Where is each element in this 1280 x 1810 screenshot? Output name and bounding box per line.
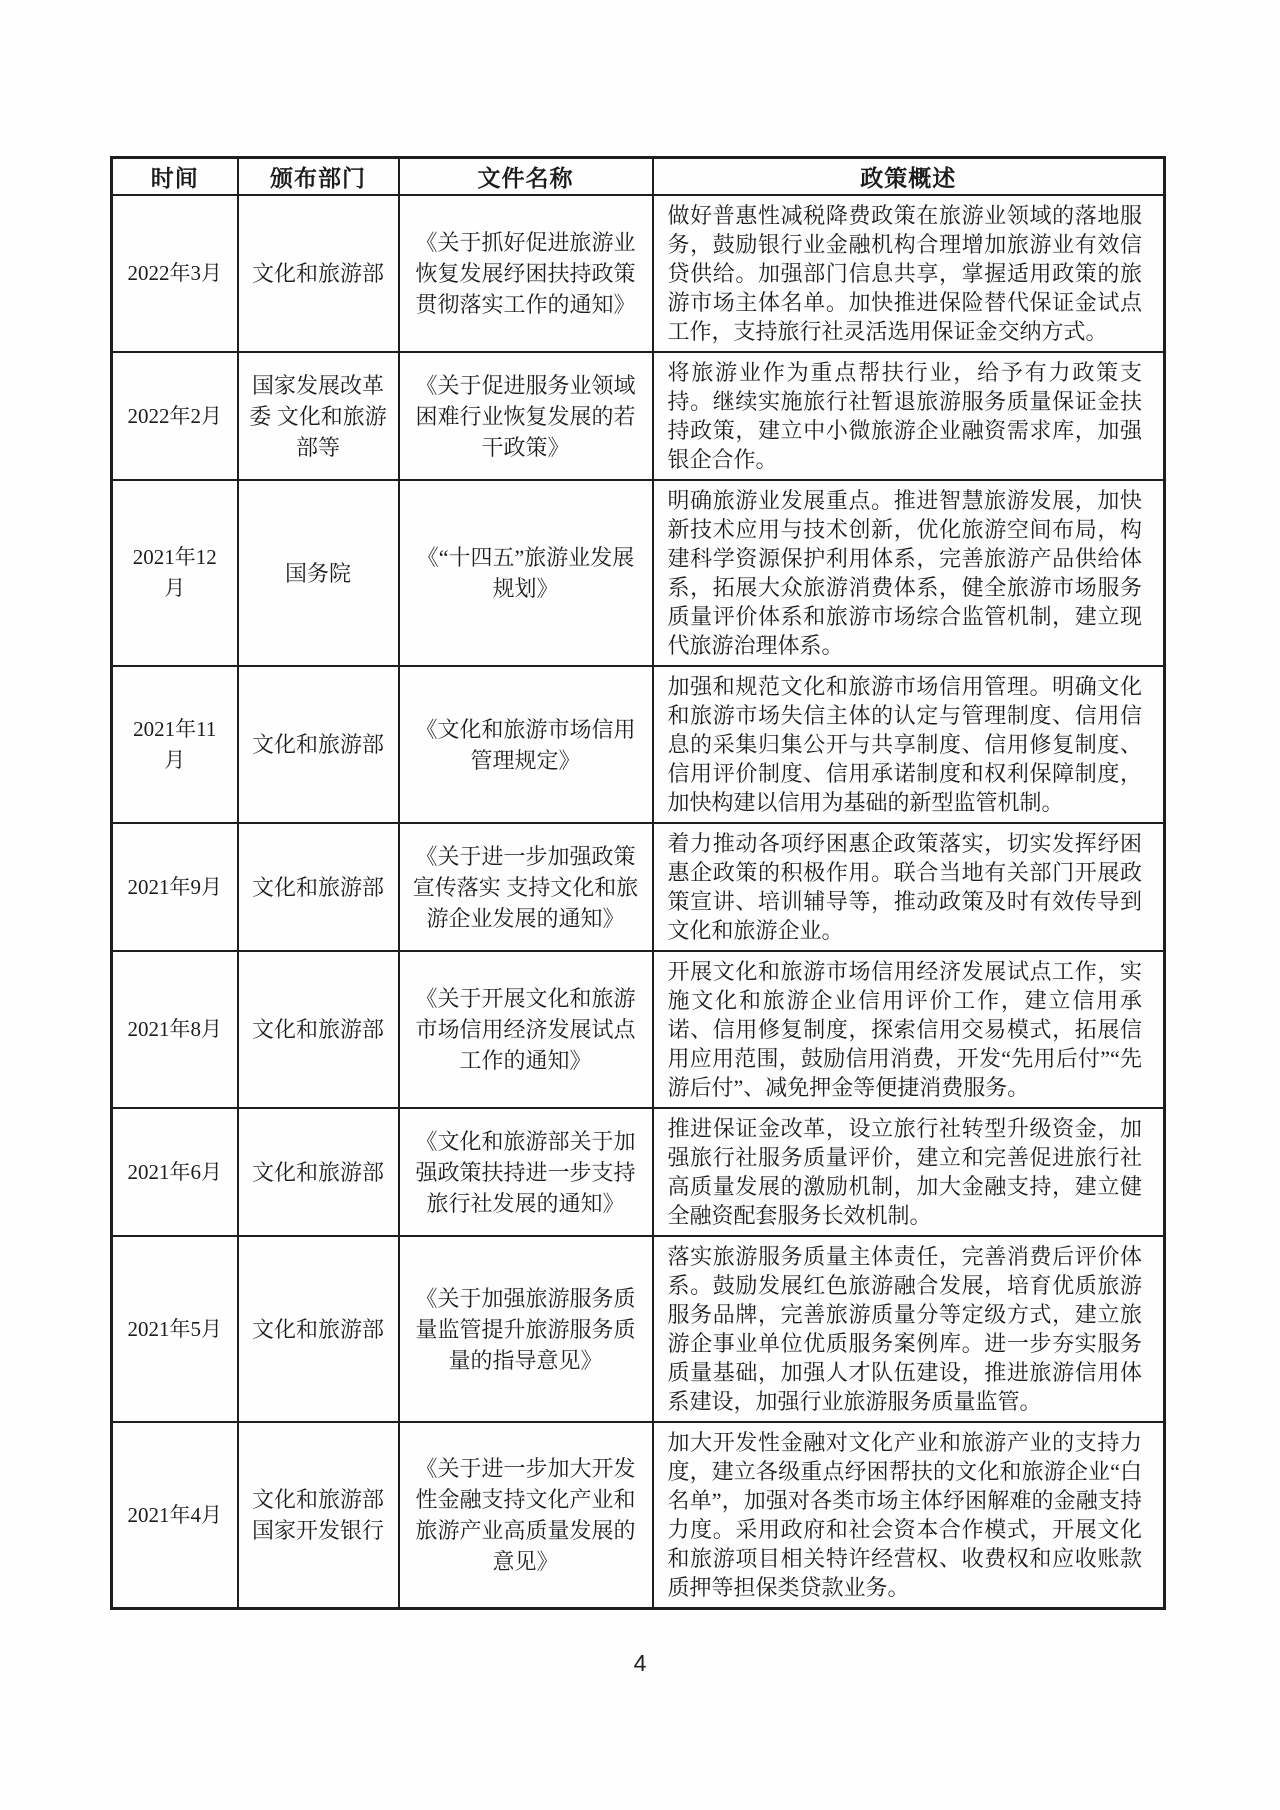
doc-name-cell: 《关于开展文化和旅游市场信用经济发展试点工作的通知》 xyxy=(399,951,653,1108)
dept-cell: 国家发展改革委 文化和旅游部等 xyxy=(238,352,399,480)
header-row xyxy=(112,158,1165,196)
table-row xyxy=(112,1422,1165,1609)
page-number: 4 xyxy=(633,1650,647,1676)
table-row xyxy=(112,666,1165,823)
policy-summary-cell: 做好普惠性减税降费政策在旅游业领域的落地服务，鼓励银行业金融机构合理增加旅游业有效信贷供给。加强部门信息共享，掌握适用政策的旅游市场主体名单。加快推进保险替代保证金试点工作，支持旅行社灵活选用保证金交纳方式。 xyxy=(653,195,1165,352)
time-cell: 2022年3月 xyxy=(112,195,238,352)
table-row xyxy=(112,352,1165,480)
policy-table-header xyxy=(112,158,1165,196)
doc-name-cell: 《关于促进服务业领域困难行业恢复发展的若干政策》 xyxy=(399,352,653,480)
time-cell: 2021年4月 xyxy=(112,1422,238,1609)
table-row xyxy=(112,951,1165,1108)
policy-summary-cell: 加强和规范文化和旅游市场信用管理。明确文化和旅游市场失信主体的认定与管理制度、信用信息的采集归集公开与共享制度、信用修复制度、信用评价制度、信用承诺制度和权利保障制度，加快构建以信用为基础的新型监管机制。 xyxy=(653,666,1165,823)
table-row xyxy=(112,1108,1165,1236)
policy-summary-cell: 明确旅游业发展重点。推进智慧旅游发展，加快新技术应用与技术创新，优化旅游空间布局，构建科学资源保护利用体系，完善旅游产品供给体系，拓展大众旅游消费体系，健全旅游市场服务质量评价体系和旅游市场综合监管机制，建立现代旅游治理体系。 xyxy=(653,480,1165,666)
doc-name-cell: 《文化和旅游部关于加强政策扶持进一步支持旅行社发展的通知》 xyxy=(399,1108,653,1236)
time-cell: 2021年12月 xyxy=(112,480,238,666)
table-row xyxy=(112,1236,1165,1422)
policy-table-body xyxy=(112,195,1165,1609)
time-cell: 2021年5月 xyxy=(112,1236,238,1422)
policy-summary-cell: 将旅游业作为重点帮扶行业，给予有力政策支持。继续实施旅行社暂退旅游服务质量保证金扶持政策，建立中小微旅游企业融资需求库，加强银企合作。 xyxy=(653,352,1165,480)
header-dept: 颁布部门 xyxy=(238,158,399,196)
dept-cell: 文化和旅游部 xyxy=(238,1108,399,1236)
header-doc-name: 文件名称 xyxy=(399,158,653,196)
dept-cell: 文化和旅游部 xyxy=(238,195,399,352)
doc-name-cell: 《文化和旅游市场信用管理规定》 xyxy=(399,666,653,823)
time-cell: 2021年6月 xyxy=(112,1108,238,1236)
dept-cell: 文化和旅游部 xyxy=(238,666,399,823)
doc-name-cell: 《关于进一步加大开发性金融支持文化产业和旅游产业高质量发展的意见》 xyxy=(399,1422,653,1609)
policy-summary-cell: 开展文化和旅游市场信用经济发展试点工作，实施文化和旅游企业信用评价工作，建立信用承诺、信用修复制度，探索信用交易模式，拓展信用应用范围，鼓励信用消费，开发“先用后付”“先游后付”、减免押金等便捷消费服务。 xyxy=(653,951,1165,1108)
doc-name-cell: 《关于加强旅游服务质量监管提升旅游服务质量的指导意见》 xyxy=(399,1236,653,1422)
policy-summary-cell: 着力推动各项纾困惠企政策落实，切实发挥纾困惠企政策的积极作用。联合当地有关部门开展政策宣讲、培训辅导等，推动政策及时有效传导到文化和旅游企业。 xyxy=(653,823,1165,951)
time-cell: 2021年8月 xyxy=(112,951,238,1108)
policy-table xyxy=(110,156,1166,1610)
doc-name-cell: 《“十四五”旅游业发展规划》 xyxy=(399,480,653,666)
policy-summary-cell: 落实旅游服务质量主体责任，完善消费后评价体系。鼓励发展红色旅游融合发展，培育优质旅游服务品牌，完善旅游质量分等定级方式，建立旅游企事业单位优质服务案例库。进一步夯实服务质量基础，加强人才队伍建设，推进旅游信用体系建设，加强行业旅游服务质量监管。 xyxy=(653,1236,1165,1422)
dept-cell: 文化和旅游部 xyxy=(238,1236,399,1422)
dept-cell: 文化和旅游部 xyxy=(238,823,399,951)
doc-name-cell: 《关于进一步加强政策宣传落实 支持文化和旅游企业发展的通知》 xyxy=(399,823,653,951)
dept-cell: 文化和旅游部 国家开发银行 xyxy=(238,1422,399,1609)
time-cell: 2021年11月 xyxy=(112,666,238,823)
doc-name-cell: 《关于抓好促进旅游业恢复发展纾困扶持政策贯彻落实工作的通知》 xyxy=(399,195,653,352)
table-row xyxy=(112,195,1165,352)
time-cell: 2021年9月 xyxy=(112,823,238,951)
header-time: 时间 xyxy=(112,158,238,196)
table-row xyxy=(112,823,1165,951)
dept-cell: 文化和旅游部 xyxy=(238,951,399,1108)
policy-summary-cell: 推进保证金改革，设立旅行社转型升级资金，加强旅行社服务质量评价，建立和完善促进旅行社高质量发展的激励机制，加大金融支持，建立健全融资配套服务长效机制。 xyxy=(653,1108,1165,1236)
table-row xyxy=(112,480,1165,666)
header-policy-summary: 政策概述 xyxy=(653,158,1165,196)
time-cell: 2022年2月 xyxy=(112,352,238,480)
policy-summary-cell: 加大开发性金融对文化产业和旅游产业的支持力度，建立各级重点纾困帮扶的文化和旅游企业“白名单”，加强对各类市场主体纾困解难的金融支持力度。采用政府和社会资本合作模式，开展文化和旅游项目相关特许经营权、收费权和应收账款质押等担保类贷款业务。 xyxy=(653,1422,1165,1609)
dept-cell: 国务院 xyxy=(238,480,399,666)
